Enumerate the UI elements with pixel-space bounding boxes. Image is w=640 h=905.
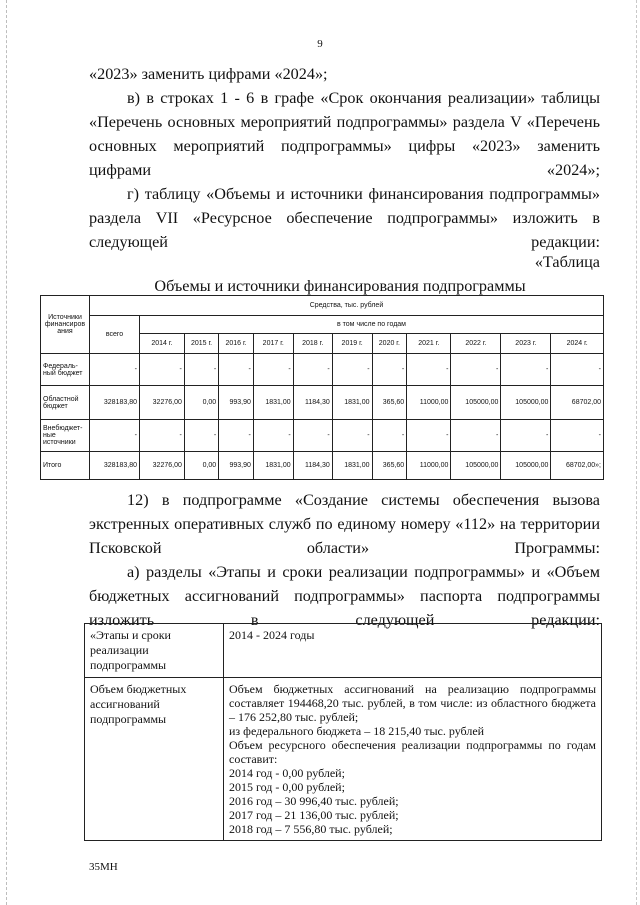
row-value: 365,60 bbox=[372, 386, 407, 420]
row-value: 11000,00 bbox=[407, 386, 451, 420]
header-means: Средства, тыс. рублей bbox=[90, 296, 604, 316]
header-year: 2019 г. bbox=[332, 334, 372, 354]
row-value: 1184,30 bbox=[293, 386, 332, 420]
row-value: - bbox=[253, 354, 293, 386]
page-number: 9 bbox=[317, 38, 323, 50]
header-year: 2014 г. bbox=[139, 334, 184, 354]
row-value: 68702,00 bbox=[551, 386, 604, 420]
row-value: 32276,00 bbox=[139, 386, 184, 420]
row-value: - bbox=[219, 420, 254, 452]
row-total: 328183,80 bbox=[90, 452, 140, 480]
row-value: 0,00 bbox=[184, 452, 218, 480]
table-title: Объемы и источники финансирования подпрограммы bbox=[154, 277, 526, 295]
row-value: - bbox=[501, 420, 551, 452]
financing-table bbox=[40, 295, 604, 480]
budget-line: 2017 год – 21 136,00 тыс. рублей; bbox=[229, 808, 399, 822]
row-value: - bbox=[139, 420, 184, 452]
row-value: 11000,00 bbox=[407, 452, 451, 480]
row-label: Областной бюджет bbox=[41, 386, 90, 420]
passport-row-budget bbox=[85, 678, 602, 841]
row-value: 993,90 bbox=[219, 452, 254, 480]
budget-line: 2016 год – 30 996,40 тыс. рублей; bbox=[229, 794, 399, 808]
row-label: Итого bbox=[41, 452, 90, 480]
paragraph-2: в) в строках 1 - 6 в графе «Срок окончания реализации» таблицы «Перечень основных мероприятий подпрограммы» раздела V «Перечень основных мероприятий подпрограммы» цифры «2023» заменить цифрами «2024»; bbox=[89, 89, 600, 179]
passport-label-stages: «Этапы и сроки реализации подпрограммы bbox=[85, 624, 224, 678]
row-total: - bbox=[90, 354, 140, 386]
row-value: - bbox=[501, 354, 551, 386]
row-value: - bbox=[372, 354, 407, 386]
budget-line: из федерального бюджета – 18 215,40 тыс. рублей bbox=[229, 724, 485, 738]
paragraph-3: г) таблицу «Объемы и источники финансирования подпрограммы» раздела VII «Ресурсное обеспечение подпрограммы» изложить в следующей редакции: bbox=[89, 185, 600, 251]
header-years-group: в том числе по годам bbox=[139, 316, 603, 334]
header-source: Источники финансиров ания bbox=[41, 296, 90, 354]
row-value: - bbox=[372, 420, 407, 452]
row-value: 68702,00»; bbox=[551, 452, 604, 480]
row-value: - bbox=[332, 354, 372, 386]
row-value: - bbox=[293, 354, 332, 386]
header-year: 2022 г. bbox=[451, 334, 501, 354]
footer-code: 35МН bbox=[89, 861, 118, 873]
header-year: 2017 г. bbox=[253, 334, 293, 354]
paragraph-5: а) разделы «Этапы и сроки реализации подпрограммы» и «Объем бюджетных ассигнований подпрограммы» паспорта подпрограммы изложить в следующей редакции: bbox=[89, 563, 600, 629]
row-value: - bbox=[332, 420, 372, 452]
budget-line: 2014 год - 0,00 рублей; bbox=[229, 766, 345, 780]
row-value: 993,90 bbox=[219, 386, 254, 420]
row-value: - bbox=[407, 354, 451, 386]
paragraph-1: «2023» заменить цифрами «2024»; bbox=[89, 65, 328, 83]
row-value: 1831,00 bbox=[253, 386, 293, 420]
budget-line: Объем ресурсного обеспечения реализации подпрограммы по годам составит: bbox=[229, 738, 596, 766]
row-value: 365,60 bbox=[372, 452, 407, 480]
row-value: - bbox=[219, 354, 254, 386]
budget-line: 2015 год - 0,00 рублей; bbox=[229, 780, 345, 794]
row-value: - bbox=[551, 420, 604, 452]
passport-value-stages: 2014 - 2024 годы bbox=[224, 624, 602, 678]
passport-label-budget: Объем бюджетных ассигнований подпрограммы bbox=[85, 678, 224, 841]
paragraph-4: 12) в подпрограмме «Создание системы обеспечения вызова экстренных оперативных служб по единому номеру «112» на территории Псковской области» Программы: bbox=[89, 491, 600, 557]
budget-line: Объем бюджетных ассигнований на реализацию подпрограммы составляет 194468,20 тыс. рублей, в том числе: из областного бюджета – 176 252,80 тыс. рублей; bbox=[229, 682, 596, 724]
row-value: 32276,00 bbox=[139, 452, 184, 480]
header-year: 2021 г. bbox=[407, 334, 451, 354]
row-label: Федераль-ный бюджет bbox=[41, 354, 90, 386]
header-year: 2023 г. bbox=[501, 334, 551, 354]
row-value: 0,00 bbox=[184, 386, 218, 420]
budget-line: 2018 год – 7 556,80 тыс. рублей; bbox=[229, 822, 393, 836]
header-year: 2018 г. bbox=[293, 334, 332, 354]
row-value: 105000,00 bbox=[501, 386, 551, 420]
row-value: 105000,00 bbox=[501, 452, 551, 480]
row-total: 328183,80 bbox=[90, 386, 140, 420]
passport-value-budget bbox=[224, 678, 602, 841]
row-value: 1831,00 bbox=[253, 452, 293, 480]
row-value: 105000,00 bbox=[451, 452, 501, 480]
row-value: 1184,30 bbox=[293, 452, 332, 480]
row-value: - bbox=[253, 420, 293, 452]
left-margin-line bbox=[6, 0, 7, 905]
row-label: Внебюджет-ные источники bbox=[41, 420, 90, 452]
right-margin-line bbox=[636, 0, 637, 905]
row-value: 1831,00 bbox=[332, 386, 372, 420]
table-row bbox=[41, 386, 604, 420]
row-value: - bbox=[551, 354, 604, 386]
row-value: 105000,00 bbox=[451, 386, 501, 420]
row-value: - bbox=[139, 354, 184, 386]
row-value: 1831,00 bbox=[332, 452, 372, 480]
table-row bbox=[41, 354, 604, 386]
header-year: 2016 г. bbox=[219, 334, 254, 354]
header-year: 2024 г. bbox=[551, 334, 604, 354]
row-value: - bbox=[451, 354, 501, 386]
row-value: - bbox=[184, 420, 218, 452]
header-year: 2015 г. bbox=[184, 334, 218, 354]
header-total: всего bbox=[90, 316, 140, 354]
table-label: «Таблица bbox=[534, 253, 600, 271]
row-value: - bbox=[451, 420, 501, 452]
passport-row-stages bbox=[85, 624, 602, 678]
row-value: - bbox=[293, 420, 332, 452]
row-value: - bbox=[407, 420, 451, 452]
passport-table bbox=[84, 623, 602, 841]
header-year: 2020 г. bbox=[372, 334, 407, 354]
row-total: - bbox=[90, 420, 140, 452]
table-row bbox=[41, 452, 604, 480]
table-row bbox=[41, 420, 604, 452]
row-value: - bbox=[184, 354, 218, 386]
